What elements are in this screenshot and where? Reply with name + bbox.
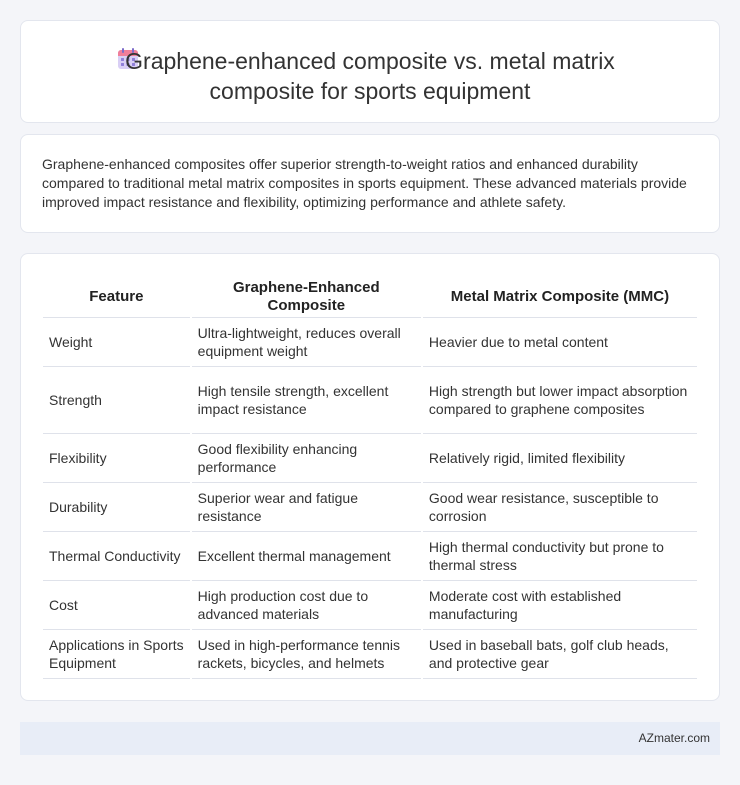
page-title — [21, 46, 719, 106]
table-header-row — [43, 276, 697, 318]
feature-cell: Strength — [43, 367, 190, 434]
brand-link[interactable]: AZmater.com — [638, 731, 710, 745]
table-row — [43, 532, 697, 581]
mmc-cell: Heavier due to metal content — [423, 318, 697, 367]
header-feature: Feature — [43, 276, 190, 318]
comparison-table — [41, 276, 699, 679]
graphene-cell: Excellent thermal management — [192, 532, 421, 581]
feature-cell: Durability — [43, 483, 190, 532]
graphene-cell: High tensile strength, excellent impact resistance — [192, 367, 421, 434]
graphene-cell: Ultra-lightweight, reduces overall equipment weight — [192, 318, 421, 367]
table-row — [43, 434, 697, 483]
feature-cell: Cost — [43, 581, 190, 630]
mmc-cell: Moderate cost with established manufacturing — [423, 581, 697, 630]
graphene-cell: Superior wear and fatigue resistance — [192, 483, 421, 532]
header-graphene: Graphene-Enhanced Composite — [192, 276, 421, 318]
mmc-cell: Good wear resistance, susceptible to corrosion — [423, 483, 697, 532]
title-card — [20, 20, 720, 123]
feature-cell: Flexibility — [43, 434, 190, 483]
header-mmc: Metal Matrix Composite (MMC) — [423, 276, 697, 318]
table-row — [43, 483, 697, 532]
intro-text: Graphene-enhanced composites offer superior strength-to-weight ratios and enhanced durability compared to traditional metal matrix composites in sports equipment. These advanced materials provide improved impact resistance and flexibility, optimizing performance and athlete safety. — [42, 156, 687, 210]
table-row — [43, 581, 697, 630]
feature-cell: Applications in Sports Equipment — [43, 630, 190, 679]
graphene-cell: Used in high-performance tennis rackets, bicycles, and helmets — [192, 630, 421, 679]
table-row — [43, 630, 697, 679]
mmc-cell: High strength but lower impact absorption compared to graphene composites — [423, 367, 697, 434]
intro-card — [20, 134, 720, 233]
feature-cell: Weight — [43, 318, 190, 367]
comparison-card — [20, 253, 720, 701]
mmc-cell: Used in baseball bats, golf club heads, and protective gear — [423, 630, 697, 679]
footer-bar — [20, 722, 720, 755]
mmc-cell: High thermal conductivity but prone to thermal stress — [423, 532, 697, 581]
feature-cell: Thermal Conductivity — [43, 532, 190, 581]
mmc-cell: Relatively rigid, limited flexibility — [423, 434, 697, 483]
title-line-2: composite for sports equipment — [209, 78, 531, 104]
table-row — [43, 367, 697, 434]
graphene-cell: Good flexibility enhancing performance — [192, 434, 421, 483]
table-row — [43, 318, 697, 367]
graphene-cell: High production cost due to advanced materials — [192, 581, 421, 630]
title-line-1: Graphene-enhanced composite vs. metal matrix — [125, 48, 615, 74]
